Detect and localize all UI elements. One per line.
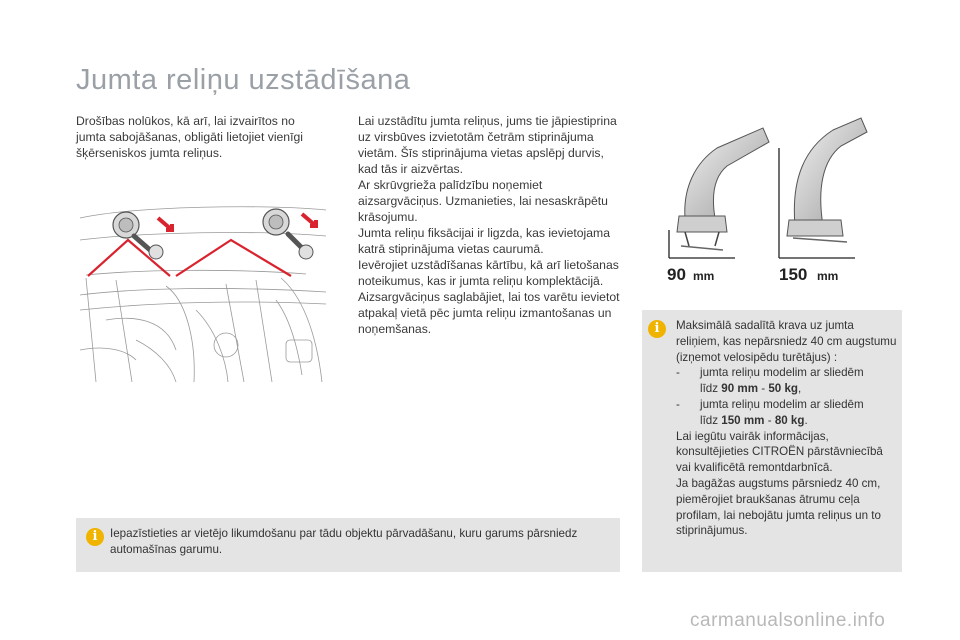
- load-info-box: [642, 310, 902, 572]
- bar-short-unit: mm: [693, 269, 715, 283]
- watermark: carmanualsonline.info: [690, 610, 886, 631]
- max-load-value: 50 kg: [768, 382, 799, 396]
- bar-tall-unit: mm: [817, 269, 839, 283]
- bar-foot-tall: [779, 118, 867, 258]
- legislation-info-text: Iepazīstieties ar vietējo likumdošanu par tādu objektu pārvadāšanu, kuru garums pārsniedz automašīnas garumu.: [110, 527, 578, 556]
- legislation-info-box: [76, 518, 620, 572]
- rail-height-value: 90 mm: [721, 382, 759, 396]
- speed-advice: Ja bagāžas augstums pārsniedz 40 cm, piemērojiet braukšanas ātrumu ceļa profilam, lai nebojātu jumta reliņus un to stiprinājumus.: [676, 476, 881, 538]
- instructions-text: [358, 113, 620, 337]
- bar-tall-number: 150: [779, 265, 808, 284]
- instruction-paragraph: Jumta reliņu fiksācijai ir ligzda, kas ievietojama katrā stiprinājuma vietas caurumā.: [358, 226, 610, 256]
- roof-mount-illustration: [76, 200, 328, 382]
- roof-bar-feet-illustration: [665, 108, 875, 286]
- mount-cap-right: [263, 209, 316, 259]
- list-item: - jumta reliņu modelim ar sliedēm līdz 150 mm - 80 kg.: [676, 397, 864, 427]
- load-info-intro: Maksimālā sadalītā krava uz jumta reliņiem, kas nepārsniedz 40 cm augstumu (izņemot velosipēdu turētājus) :: [676, 319, 897, 364]
- bar-foot-short: [669, 128, 769, 258]
- rail-height-value: 150 mm: [721, 413, 765, 427]
- instruction-paragraph: Ievērojiet uzstādīšanas kārtību, kā arī lietošanas noteikumus, kas ir jumta reliņu komplektācijā.: [358, 258, 619, 288]
- info-icon: i: [648, 320, 666, 338]
- load-info-text: [676, 318, 898, 539]
- page-title: Jumta reliņu uzstādīšana: [76, 64, 411, 96]
- instruction-paragraph: Lai uzstādītu jumta reliņus, jums tie jāpiestiprina uz virsbūves izvietotām četrām stiprinājuma vietām. Šīs stiprinājuma vietas apslēpj durvis, kad tās ir aizvērtas.: [358, 114, 617, 176]
- info-icon: i: [86, 528, 104, 546]
- bar-short-number: 90: [667, 265, 686, 284]
- instruction-paragraph: Aizsargvāciņus saglabājiet, lai tos varētu ievietot atpakaļ vietā pēc jumta reliņu izmantošanas un noņemšanas.: [358, 290, 620, 336]
- max-load-value: 80 kg: [774, 413, 805, 427]
- list-item: - jumta reliņu modelim ar sliedēm līdz 90 mm - 50 kg,: [676, 366, 864, 396]
- intro-paragraph: Drošības nolūkos, kā arī, lai izvairītos no jumta sabojāšanas, obligāti lietojiet vienīgi šķērseniskos jumta reliņus.: [76, 114, 303, 160]
- dealer-advice: Lai iegūtu vairāk informācijas, konsultējieties CITROËN pārstāvniecībā vai kvalificētā remontdarbnīcā.: [676, 429, 883, 475]
- instruction-paragraph: Ar skrūvgrieža palīdzību noņemiet aizsargvāciņus. Uzmanieties, lai nesaskrāpētu krāsojumu.: [358, 178, 608, 224]
